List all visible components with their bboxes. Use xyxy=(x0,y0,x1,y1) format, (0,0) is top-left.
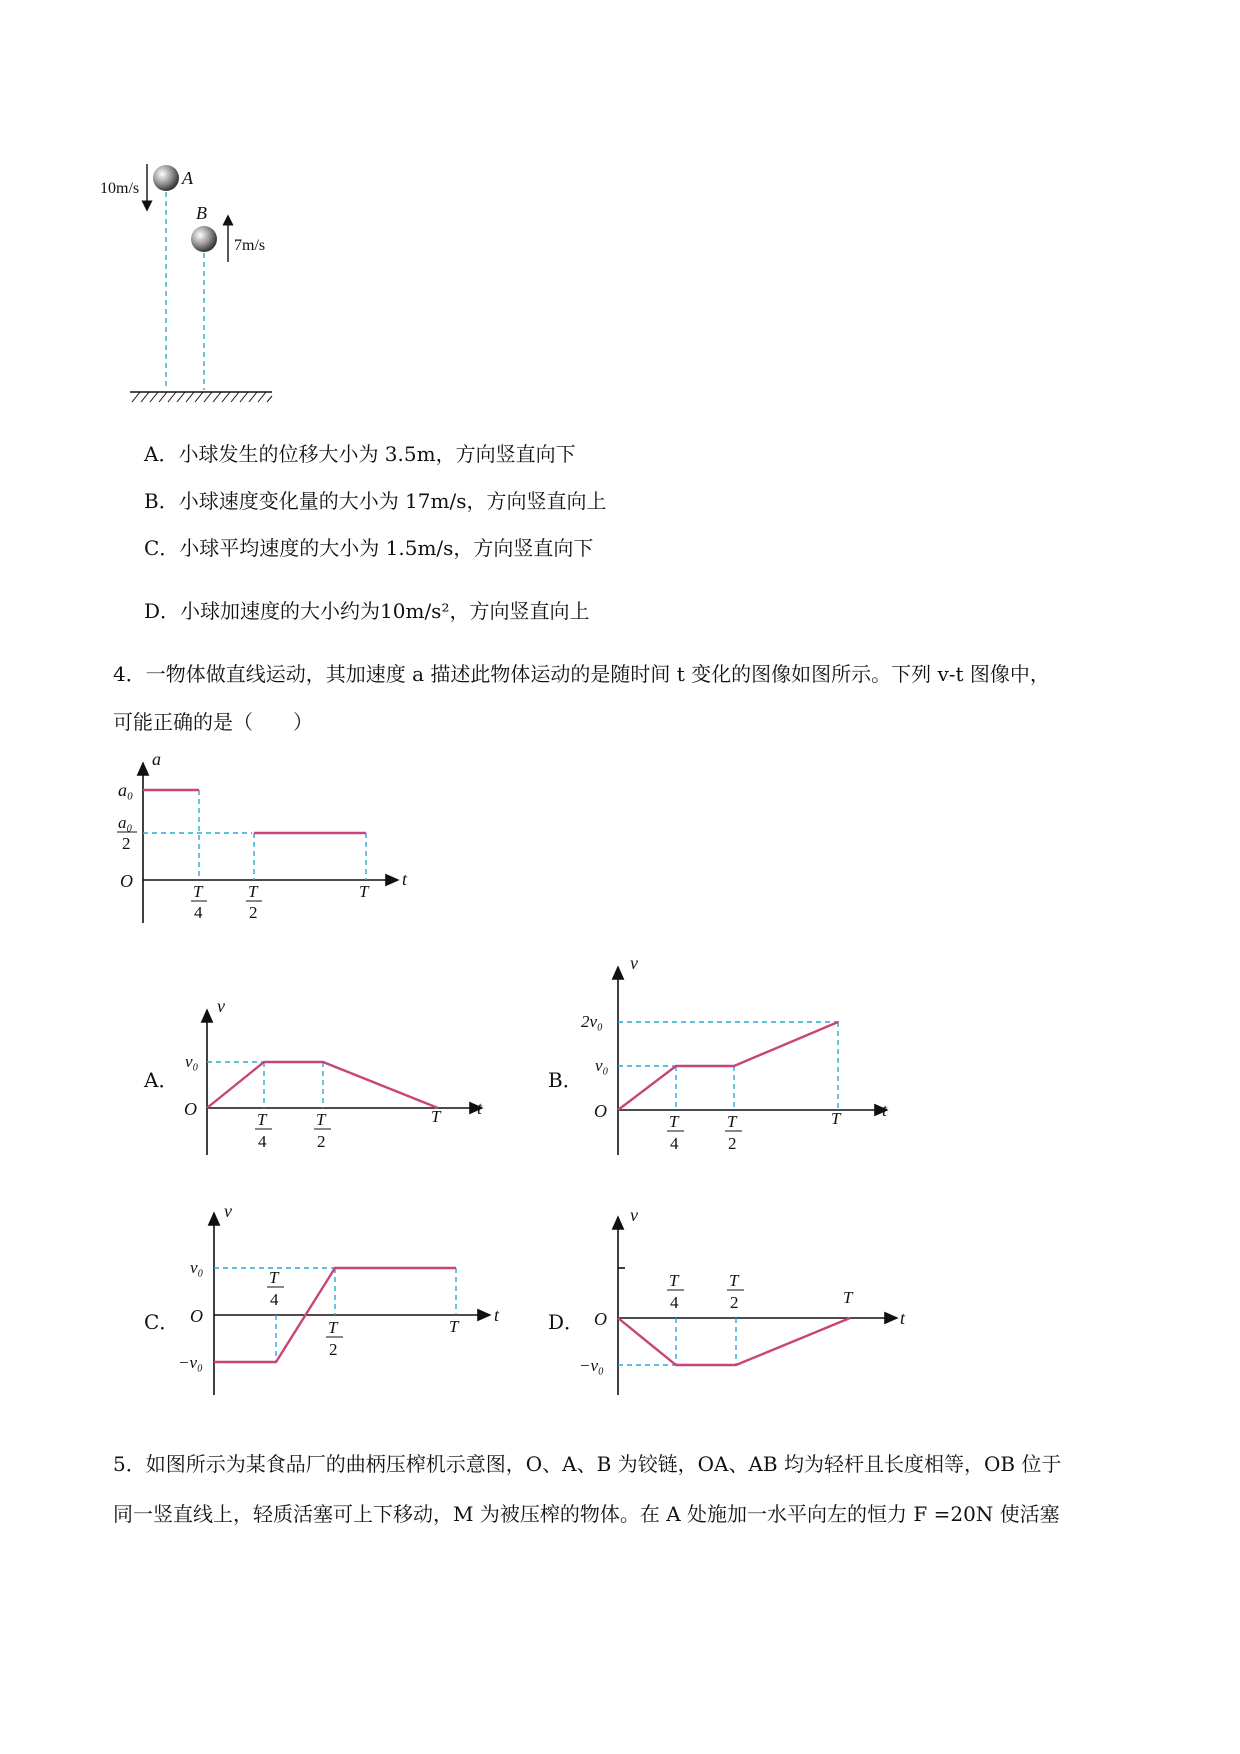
q5-stem-line2: 同一竖直线上，轻质活塞可上下移动，M 为被压榨的物体。在 A 处施加一水平向左的恒力 F =20N 使活塞 xyxy=(113,1502,1060,1526)
svg-text:v₀: v₀ xyxy=(185,1052,199,1071)
svg-text:4: 4 xyxy=(258,1132,267,1151)
svg-text:T: T xyxy=(328,1318,338,1337)
ball-b xyxy=(191,226,217,252)
svg-text:4: 4 xyxy=(670,1293,679,1312)
ball-b-label: B xyxy=(196,203,207,223)
a-t-graph xyxy=(100,745,420,935)
vt-curve-d xyxy=(618,1318,850,1365)
svg-text:O: O xyxy=(120,871,133,891)
svg-text:T: T xyxy=(727,1112,737,1131)
svg-text:T: T xyxy=(669,1112,679,1131)
q4-stem-line1: 4．一物体做直线运动，其加速度 a 描述此物体运动的是随时间 t 变化的图像如图所示。下列 v-t 图像中， xyxy=(113,662,1050,686)
svg-text:4: 4 xyxy=(194,903,203,922)
svg-text:4: 4 xyxy=(670,1134,679,1153)
choice-label-c[interactable]: C． xyxy=(144,1310,180,1334)
speed-b-label: 7m/s xyxy=(234,237,266,254)
svg-text:T: T xyxy=(431,1107,441,1126)
ground xyxy=(130,392,272,402)
svg-text:v₀: v₀ xyxy=(190,1258,204,1277)
svg-text:O: O xyxy=(594,1101,607,1121)
svg-text:T: T xyxy=(193,882,203,901)
svg-text:O: O xyxy=(594,1309,607,1329)
svg-text:T: T xyxy=(831,1109,841,1128)
svg-text:t: t xyxy=(402,869,408,889)
svg-text:t: t xyxy=(477,1098,483,1118)
choice-label-b[interactable]: B． xyxy=(548,1068,583,1092)
svg-text:T: T xyxy=(449,1317,459,1336)
q3-option-c[interactable]: C．小球平均速度的大小为 1.5m/s，方向竖直向下 xyxy=(144,536,594,560)
q3-option-a[interactable]: A．小球发生的位移大小为 3.5m，方向竖直向下 xyxy=(144,442,576,466)
svg-text:a: a xyxy=(152,749,161,769)
svg-text:2: 2 xyxy=(317,1132,326,1151)
svg-text:T: T xyxy=(269,1268,279,1287)
svg-text:t: t xyxy=(900,1308,906,1328)
choice-label-d[interactable]: D． xyxy=(548,1310,585,1334)
q5-stem-line1: 5．如图所示为某食品厂的曲柄压榨机示意图，O、A、B 为铰链，OA、AB 均为轻杆且长度相等，OB 位于 xyxy=(113,1452,1062,1476)
ball-a xyxy=(153,165,179,191)
q4-stem-line2: 可能正确的是（ ） xyxy=(113,710,313,734)
svg-text:2: 2 xyxy=(728,1134,737,1153)
svg-text:2: 2 xyxy=(730,1293,739,1312)
svg-text:O: O xyxy=(184,1099,197,1119)
ball-a-label: A xyxy=(182,168,193,188)
svg-text:t: t xyxy=(494,1305,500,1325)
svg-text:T: T xyxy=(359,882,369,901)
vt-graph-a[interactable] xyxy=(180,995,500,1175)
svg-text:v: v xyxy=(630,1205,638,1225)
svg-text:v: v xyxy=(630,953,638,973)
speed-a-label: 10m/s xyxy=(100,180,140,197)
vt-graph-c[interactable] xyxy=(178,1201,510,1405)
q3-option-d[interactable]: D．小球加速度的大小约为10m/s²，方向竖直向上 xyxy=(144,599,590,623)
svg-text:T: T xyxy=(316,1110,326,1129)
svg-text:−v₀: −v₀ xyxy=(178,1353,203,1372)
svg-text:2: 2 xyxy=(329,1340,338,1359)
vt-curve-b xyxy=(618,1022,838,1110)
svg-text:T: T xyxy=(843,1288,853,1307)
vt-graph-d[interactable] xyxy=(579,1205,915,1405)
vt-graph-b[interactable] xyxy=(581,953,905,1175)
svg-text:v₀: v₀ xyxy=(595,1056,609,1075)
svg-text:a₀: a₀ xyxy=(118,813,133,832)
svg-text:v: v xyxy=(224,1201,232,1221)
svg-text:a₀: a₀ xyxy=(118,780,134,800)
svg-text:−v₀: −v₀ xyxy=(579,1356,604,1375)
svg-text:4: 4 xyxy=(270,1290,279,1309)
choice-label-a[interactable]: A． xyxy=(144,1068,179,1092)
svg-text:t: t xyxy=(882,1100,888,1120)
q3-option-b[interactable]: B．小球速度变化量的大小为 17m/s，方向竖直向上 xyxy=(144,489,607,513)
svg-text:T: T xyxy=(248,882,258,901)
svg-text:v: v xyxy=(217,996,225,1016)
svg-text:T: T xyxy=(729,1271,739,1290)
svg-text:2: 2 xyxy=(249,903,258,922)
svg-text:T: T xyxy=(669,1271,679,1290)
svg-text:2v₀: 2v₀ xyxy=(581,1012,603,1031)
svg-text:O: O xyxy=(190,1306,203,1326)
svg-text:2: 2 xyxy=(122,834,131,853)
ball-figure xyxy=(100,150,300,420)
svg-text:T: T xyxy=(257,1110,267,1129)
